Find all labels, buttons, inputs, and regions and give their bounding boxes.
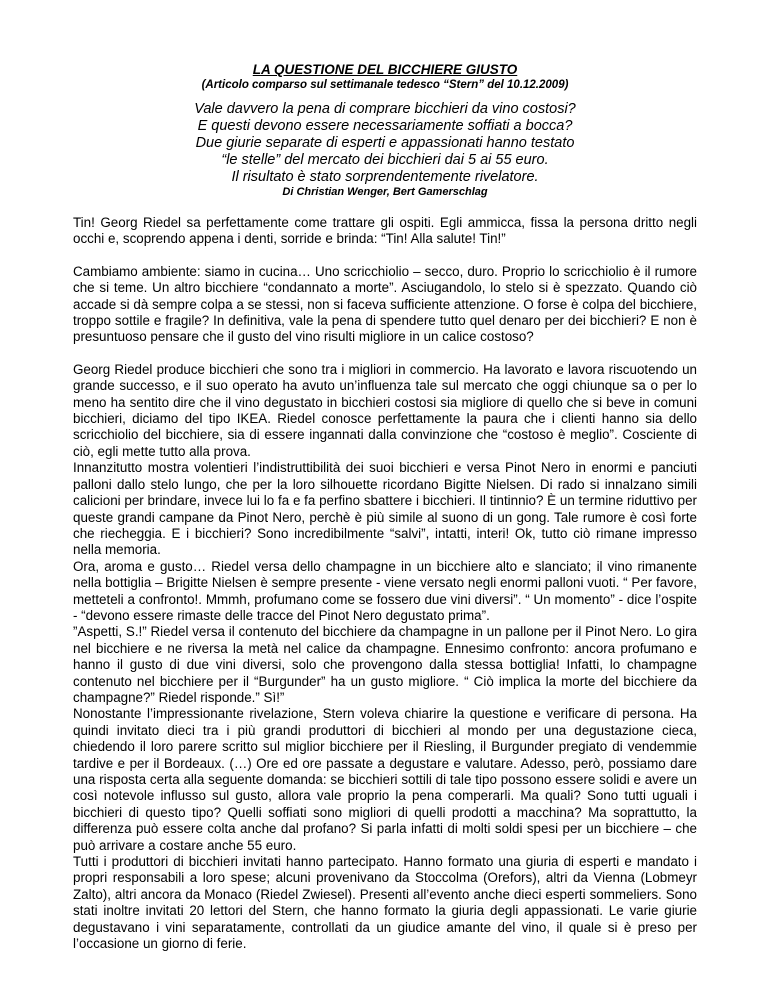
body-paragraph: Tutti i produttori di bicchieri invitati hanno partecipato. Hanno formato una giuria di esperti e mandato i propri responsabili a loro spese; alcuni provenivano da Stoccolma (Orefors), altri da Vienna (Lobmeyr Zalto), altri ancora da Monaco (Riedel Zwiesel). Presenti all’evento anche dieci esperti sommeliers. Sono stati inoltre invitati 20 lettori del Stern, che hanno formato la giuria degli appassionati. Le varie giurie degustavano i vini separatamente, controllati da un giudice amante del vino, il quale si è preso per l’occasione un giorno di ferie. xyxy=(73,854,697,952)
body-paragraph: Innanzitutto mostra volentieri l’indistruttibilità dei suoi bicchieri e versa Pinot Nero in enormi e panciuti palloni dallo stelo lungo, che per la loro silhouette ricordano Bigitte Nielsen. Di rado si innalzano simili calicioni per brindare, invece lui lo fa e fa perfino sbattere i bicchieri. Il tintinnio? È un termine riduttivo per queste grandi campane da Pinot Nero, perchè è più simile al suono di un gong. Tale rumore è così forte che riecheggia. E i bicchieri? Sono incredibilmente “salvi”, intatti, interi! Ok, tutto ciò rimane impresso nella memoria. xyxy=(73,460,697,558)
lead-block xyxy=(73,101,697,186)
body-paragraph: ”Aspetti, S.!” Riedel versa il contenuto del bicchiere da champagne in un pallone per il Pinot Nero. Lo gira nel bicchiere e ne riversa la metà nel calice da champagne. Ennesimo confronto: ancora profumano e hanno il gusto di due vini diversi, solo che provengono dalla stessa bottiglia! Infatti, lo champagne contenuto nel bicchiere per il “Burgunder” ha un gusto migliore. “ Ciò implica la morte del bicchiere da champagne?” Riedel risponde.” Sì!” xyxy=(73,624,697,705)
article-subtitle: (Articolo comparso sul settimanale tedesco “Stern” del 10.12.2009) xyxy=(201,79,569,91)
body-paragraph: Georg Riedel produce bicchieri che sono tra i migliori in commercio. Ha lavorato e lavora riscuotendo un grande successo, e il suo operato ha avuto un’influenza tale sul mercato che oggi chiunque sa o per lo meno ha sentito dire che il vino degustato in bicchieri costosi sia migliore di quello che si beve in comuni bicchieri, diciamo del tipo IKEA. Riedel conosce perfettamente la paura che i clienti hanno sia dello scricchiolio del bicchiere, sia di essere ingannati dalla convinzione che “costoso è meglio”. Cosciente di ciò, egli mette tutto alla prova. xyxy=(73,361,697,459)
lead-line: Due giurie separate di esperti e appassionati hanno testato xyxy=(195,135,575,151)
lead-line: E questi devono essere necessariamente soffiati a bocca? xyxy=(197,118,573,134)
body-paragraph: Nonostante l’impressionante rivelazione, Stern voleva chiarire la questione e verificare di persona. Ha quindi invitato dieci tra i più grandi produttori di bicchieri al mondo per una degustazione cieca, chiedendo il loro parere scritto sul miglior bicchiere per il Riesling, il Burgunder pregiato di vendemmie tardive e per il Bordeaux. (…) Ore ed ore passate a degustare e valutare. Adesso, però, possiamo dare una risposta certa alla seguente domanda: se bicchieri sottili di tale tipo possono essere solidi e avere un così notevole influsso sul gusto, allora vale proprio la pena comperarli. Ma quali? Sono tutti uguali i bicchieri di questo tipo? Quelli soffiati sono migliori di quelli prodotti a macchina? Ma soprattutto, la differenza può essere colta anche dal profano? Si parla infatti di molti soldi spesi per un bicchiere – che può arrivare a costare anche 55 euro. xyxy=(73,706,697,853)
lead-line: Il risultato è stato sorprendentemente rivelatore. xyxy=(231,169,539,185)
article-title: LA QUESTIONE DEL BICCHIERE GIUSTO xyxy=(252,62,518,77)
kitchen-paragraph: Cambiamo ambiente: siamo in cucina… Uno scricchiolio – secco, duro. Proprio lo scricchiolio è il rumore che si teme. Un altro bicchiere “condannato a morte”. Asciugandolo, lo stelo si è spezzato. Quando ciò accade si dà sempre colpa a se stessi, non si faceva sufficiente attenzione. O forse è colpa del bicchiere, troppo sottile e fragile? In definitiva, vale la pena di spendere tutto quel denaro per dei bicchieri? E non è presuntuoso pensare che il gusto del vino risulti migliore in un calice costoso? xyxy=(73,263,697,345)
lead-line: “le stelle” del mercato dei bicchieri dai 5 ai 55 euro. xyxy=(221,152,549,168)
intro-paragraph: Tin! Georg Riedel sa perfettamente come trattare gli ospiti. Egli ammicca, fissa la persona dritto negli occhi e, scoprendo appena i denti, sorride e brinda: “Tin! Alla salute! Tin!” xyxy=(73,215,697,247)
body-paragraph: Ora, aroma e gusto… Riedel versa dello champagne in un bicchiere alto e slanciato; il vino rimanente nella bottiglia – Brigitte Nielsen è sempre presente - viene versato negli enormi palloni vuoti. “ Per favore, metteteli a confronto!. Mmmh, profumano come se fossero due vini diversi”. “ Un momento” - dice l’ospite - “devono essere rimaste delle tracce del Pinot Nero degustato prima”. xyxy=(73,558,697,623)
document-page xyxy=(73,62,697,952)
article-authors: Di Christian Wenger, Bert Gamerschlag xyxy=(282,186,488,198)
lead-line: Vale davvero la pena di comprare bicchieri da vino costosi? xyxy=(194,101,576,117)
article-body xyxy=(73,362,697,953)
